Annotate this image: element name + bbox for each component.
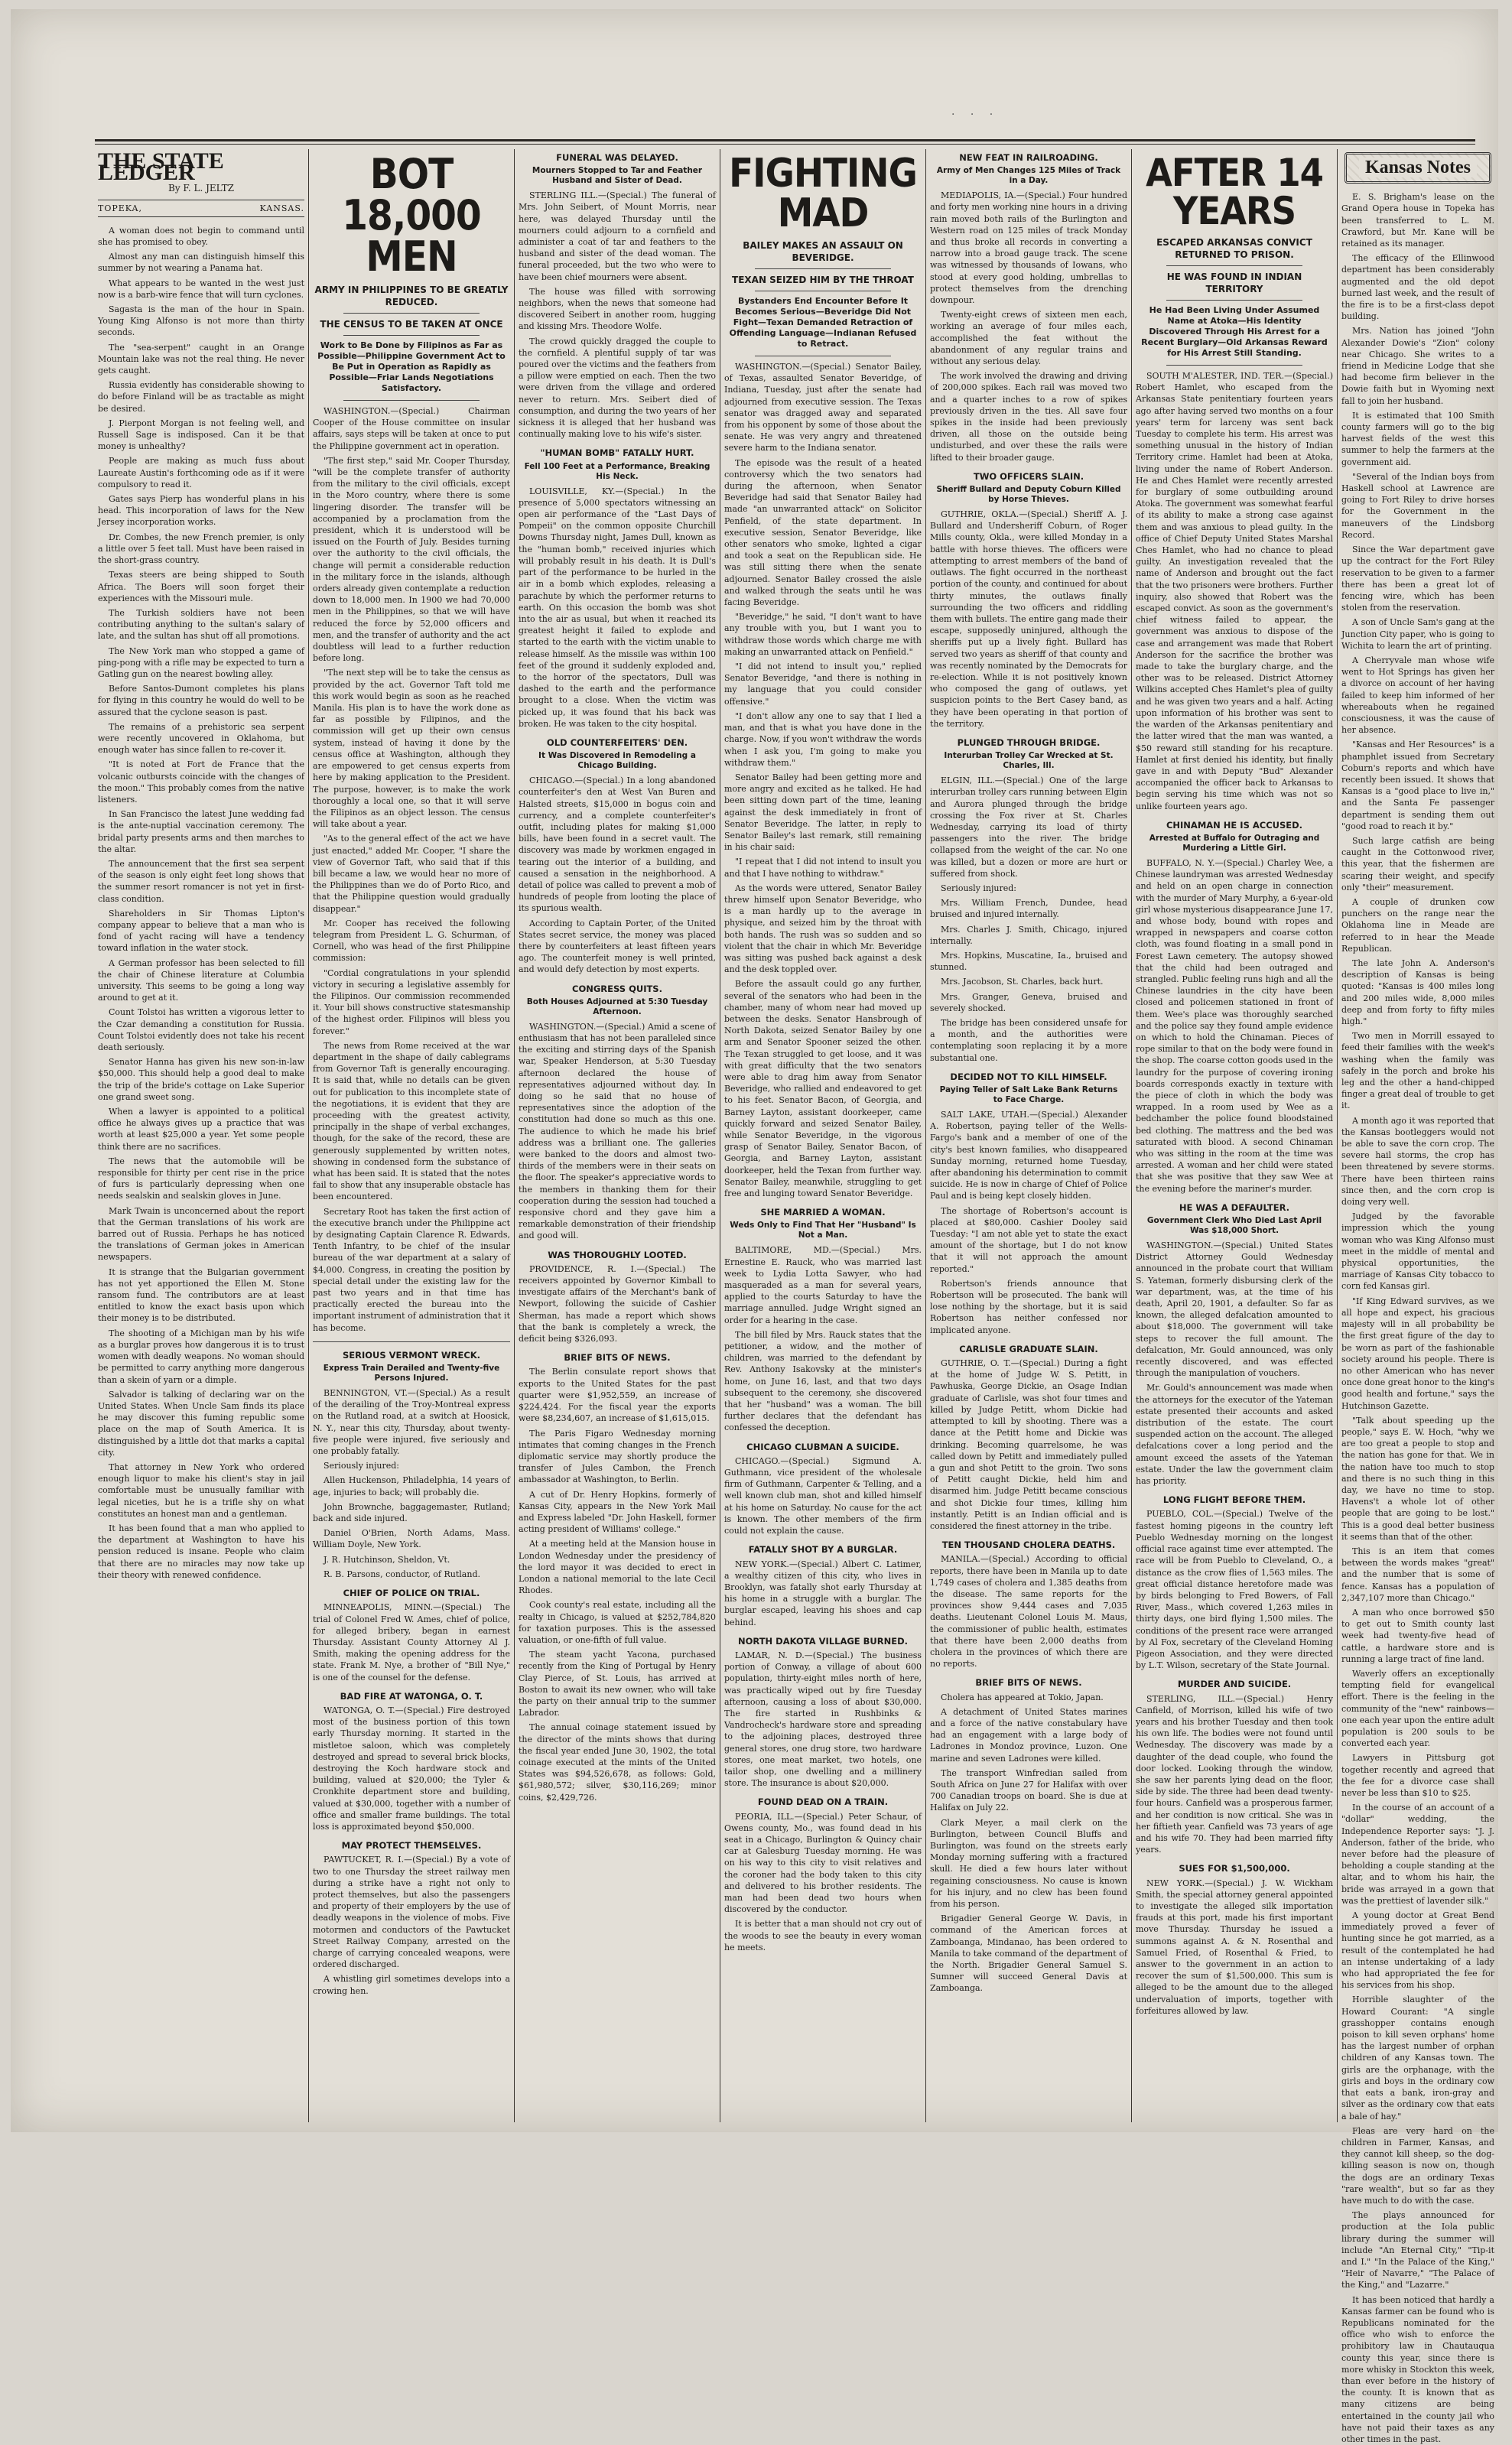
paragraph: As the words were uttered, Senator Bailey threw himself upon Senator Beveridge, who is a man hardly up to the average in physique, and seized him by the throat with both hands. The rush was so sudden and so violent that the chair in which Mr. Beveridge was sitting was pushed back against a desk and the desk toppled over.	[724, 883, 922, 975]
subdeck: He Had Been Living Under Assumed Name at Atoka—His Identity Discovered Through His Arrest for a Recent Burglary—Old Arkansas Reward for His Arrest Still Standing.	[1141, 305, 1328, 358]
paragraph: Two men in Morrill essayed to feed their families with the week's washing when the family was safely in the porch and broke his leg and the other a hand-chipped finger a great deal of trouble to get it.	[1341, 1031, 1494, 1111]
paragraph: A month ago it was reported that the Kansas bootleggers would not be able to save the corn crop. The severe hail storms, the crop has been threatened by severe storms. There have been thirteen rains since then, and the corn crop is doing very well.	[1341, 1115, 1494, 1208]
article-body	[930, 775, 1127, 1064]
paragraph: PEORIA, ILL.—(Special.) Peter Schaur, of Owens county, Mo., was found dead in his seat in a Chicago, Burlington & Quincy chair car at Galesburg Tuesday morning. He was on his way to this city to visit relatives and the coroner had the body taken to this city and delivered to his brother residents. The man had been dead two hours when discovered by the conductor.	[724, 1811, 922, 1915]
paragraph: Dr. Combes, the new French premier, is only a little over 5 feet tall. Must have been raised in the short-grass country.	[98, 532, 304, 566]
article-body	[1136, 1240, 1333, 1487]
section-heading: CONGRESS QUITS.	[572, 983, 662, 994]
paragraph: Robertson's friends announce that Robertson will be prosecuted. The bank will lose nothing by the shortage, but it is said Robertson has neither confessed nor implicated anyone.	[930, 1278, 1127, 1335]
paragraph: "If King Edward survives, as we all hope and expect, his gracious majesty will in all probability be the first great figure of the day to be worn as part of the fashionable society around his people. There is no other American who has never once done great honor to the king's good health and fortune," says the Hutchinson Gazette.	[1341, 1296, 1494, 1411]
paragraph: GUTHRIE, O. T.—(Special.) During a fight at the home of Judge W. S. Petitt, in Pawhuska, George Dickie, an Osage Indian graduate of Carlisle, was shot four times and killed by Judge Petitt, whom Dickie had attempted to kill by shooting. There was a dance at the Petitt home and Dickie was drinking. Becoming quarrelsome, he was called down by Petitt and immediately pulled a gun and shot Petitt to the groin. Two sons of Petitt caught Dickie, held him and disarmed him. Judge Petitt became conscious and shot Dickie four times, killing him instantly. Petitt is an Indian official and is considered the finest attorney in the tribe.	[930, 1358, 1127, 1531]
paragraph: R. B. Parsons, conductor, of Rutland.	[324, 1569, 480, 1579]
column-1	[98, 149, 304, 2130]
paragraph: "Kansas and Her Resources" is a phamphlet issued from Secretary Coburn's reports and which have recently been issued. It shows that Kansas is a "good place to live in," and the Santa Fe passenger department is sending them out "good road to reach it by."	[1341, 740, 1494, 831]
paragraph: "As to the general effect of the act we have just enacted," added Mr. Cooper, "I share the view of Governor Taft, who said that if this bill became a law, we would hear no more of the Philippines than we do of Porto Rico, and that the Philippine question would gradually disappear."	[313, 834, 510, 914]
article-body	[1136, 1878, 1333, 2017]
section-heading: BAD FIRE AT WATONGA, O. T.	[340, 1690, 483, 1702]
paragraph: The crowd quickly dragged the couple to the cornfield. A plentiful supply of tar was poured over the victims and the feathers from a pillow were emptied on each. Then the two were driven from the village and ordered never to return. Mrs. Seibert died of consumption, and during the two years of her sickness it is alleged that her husband was continually making love to his wife's sister.	[519, 336, 716, 440]
section-heading: TWO OFFICERS SLAIN.	[973, 470, 1084, 482]
paragraph: Mrs. Jacobson, St. Charles, back hurt.	[941, 977, 1104, 987]
section-heading: OLD COUNTERFEITERS' DEN.	[546, 736, 688, 748]
paragraph: CHICAGO.—(Special.) Sigmund A. Guthmann, vice president of the wholesale firm of Guthmann, Carpenter & Telling, and a well known club man, shot and killed himself at his home on Saturday. No cause for the act is known. The other members of the firm could not explain the cause.	[724, 1455, 922, 1536]
paragraph: Shareholders in Sir Thomas Lipton's company appear to believe that a man who is fond of yacht racing will have a tendency toward inflation in the water stock.	[98, 908, 304, 954]
paragraph: "I did not intend to insult you," replied Senator Beveridge, "and there is nothing in my language that you could consider offensive."	[724, 662, 922, 707]
paragraph: Clark Meyer, a mail clerk on the Burlington, between Council Bluffs and Burlington, was found on the streets early Monday morning suffering with a fractured skull. He died a few hours later without regaining consciousness. No cause is known for his injury, and no clew has been found from his person.	[930, 1817, 1127, 1910]
paragraph: "Talk about speeding up the people," says E. W. Hoch, "why we are too great a people to stop and the nation has gone for that. We in the nation have too much to stop and there is no such thing in this day, we have no time to stop. Havens't a whole lot of other people that are going to be lost." This is a good deal better business it seems than that of the other.	[1341, 1415, 1494, 1542]
headline: BOT 18,000 MEN	[342, 150, 481, 281]
section-heading: BRIEF BITS OF NEWS.	[564, 1352, 671, 1364]
paragraph: "Cordial congratulations in your splendid victory in securing a legislative assembly for the Filipinos. Our commission recommended it. Your bill shows constructive statesmanship of the highest order. Filipinos will bless you forever."	[313, 967, 510, 1036]
paragraph: PAWTUCKET, R. I.—(Special.) By a vote of two to one Thursday the street railway men during a strike have a right not only to protect themselves, but also the passengers and property of their employers by the use of deadly weapons in the violence of mobs. Five motormen and conductors of the Pawtucket Street Railway Company, arrested on the charge of carrying concealed weapons, were ordered discharged.	[313, 1855, 510, 1970]
paragraph: Almost any man can distinguish himself this summer by not wearing a Panama hat.	[98, 252, 304, 274]
deck: THE CENSUS TO BE TAKEN AT ONCE	[320, 319, 503, 330]
section-heading: "HUMAN BOMB" FATALLY HURT.	[540, 447, 694, 459]
article-body	[1136, 1693, 1333, 1856]
paragraph: "Several of the Indian boys from Haskell school at Lawrence are going to Fort Riley to drive horses for the Government in the maneuvers of the Lindsborg Record.	[1341, 471, 1494, 540]
paragraph: It is strange that the Bulgarian government has not yet apportioned the Ellen M. Stone ransom fund. The contributors are at least entitled to know the exact basis upon which their money is to be distributed.	[98, 1266, 304, 1324]
article-body	[519, 1366, 716, 1803]
divider	[1166, 300, 1302, 301]
section-heading: NORTH DAKOTA VILLAGE BURNED.	[737, 1635, 909, 1647]
paragraph: PROVIDENCE, R. I.—(Special.) The receivers appointed by Governor Kimball to investigate affairs of the Merchant's bank of Newport, following the suicide of Cashier Sherman, has made a report which shows that the bank is completely a wreck, the deficit being $326,093.	[519, 1263, 716, 1344]
paragraph: When a lawyer is appointed to a political office he always gives up a practice that was worth at least $25,000 a year. Yet some people think there are no sacrifices.	[98, 1107, 304, 1152]
newspaper-page	[11, 9, 1498, 2444]
article-body	[1136, 1508, 1333, 1671]
paragraph: In the course of an account of a "dollar" wedding, the Independence Reporter says: "J. J. Anderson, father of the bride, who never before had the pleasure of beholding a couple standing at the altar, and to whom his hair, the bride was arrayed in a gown that was the prettiest of lavender silk."	[1341, 1803, 1494, 1906]
article-body	[930, 190, 1127, 463]
paragraph: BALTIMORE, MD.—(Special.) Mrs. Ernestine E. Rauck, who was married last week to Lydia Lotta Sawyer, who had masqueraded as a man for several years, applied to the courts Saturday to have the marriage annulled. Judge Wright signed an order for a hearing in the case.	[724, 1245, 922, 1325]
section-subheading: Mourners Stopped to Tar and Feather Husband and Sister of Dead.	[532, 166, 703, 186]
subdeck: Bystanders End Encounter Before It Becomes Serious—Beveridge Did Not Fight—Texan Demanded Retraction of Offending Language—Indianan Refused to Retract.	[729, 296, 917, 349]
paragraph: Mrs. Charles J. Smith, Chicago, injured internally.	[930, 924, 1127, 946]
paragraph: MINNEAPOLIS, MINN.—(Special.) The trial of Colonel Fred W. Ames, chief of police, for alleged bribery, began in earnest Thursday. Assistant County Attorney Al J. Smith, making the opening address for the state. Frank M. Nye, a brother of "Bill Nye," is one of the counsel for the defense.	[313, 1602, 510, 1683]
paragraph: Fleas are very hard on the children in Farmer, Kansas, and they cannot kill sheep, so the dog-killing season is now on, though the dogs are an ordinary Texas "rare wealth", but so far as they have much to do with the case.	[1341, 2125, 1494, 2206]
paragraph: The late John A. Anderson's description of Kansas is being quoted: "Kansas is 400 miles long and 200 miles wide, 8,000 miles deep and from forty to fifty miles high."	[1341, 958, 1494, 1027]
section-heading: SERIOUS VERMONT WRECK.	[342, 1349, 481, 1361]
section-subheading: Fell 100 Feet at a Performance, Breaking His Neck.	[524, 461, 710, 481]
paragraph: A son of Uncle Sam's gang at the Junction City paper, who is going to Wichita to learn the art of printing.	[1341, 617, 1494, 651]
section-subheading: Both Houses Adjourned at 5:30 Tuesday Afternoon.	[526, 997, 708, 1016]
article-body	[313, 1854, 510, 1996]
section-subheading: Army of Men Changes 125 Miles of Track in a Day.	[936, 166, 1121, 186]
section-heading: DECIDED NOT TO KILL HIMSELF.	[950, 1071, 1107, 1082]
paragraph: What appears to be wanted in the west just now is a barb-wire fence that will turn cyclones.	[98, 278, 304, 300]
top-rule-thin	[95, 144, 1475, 145]
section-heading: HE WAS A DEFAULTER.	[1179, 1201, 1290, 1213]
section-heading: NEW FEAT IN RAILROADING.	[959, 152, 1098, 163]
paragraph: Sagasta is the man of the hour in Spain. Young King Alfonso is not more than thirty seconds.	[98, 304, 304, 338]
paragraph: MANILA.—(Special.) According to official reports, there have been in Manila up to date 1,749 cases of cholera and 1,385 deaths from the disease. The same reports for the provinces show 9,444 cases and 7,035 deaths. Lieutenant Colonel Louis M. Maus, the commissioner of public health, estimates that there have been 2,000 deaths from cholera in the provinces of which there are no reports.	[930, 1554, 1127, 1670]
paragraph: SOUTH M'ALESTER, IND. TER.—(Special.) Robert Hamlet, who escaped from the Arkansas State penitentiary fourteen years ago after having served two months on a four years' term for larceny was sent back Tuesday to complete his term. His arrest was something unusual in the history of Indian Territory crime. Hamlet had been at Atoka, living under the name of Robert Anderson. He and Ches Hamlet were recently arrested for burglary of some outbuilding around Atoka. The government was somewhat fearful of its ability to make a strong case against them and was anxious to plead guilty. In the office of Chief Deputy United States Marshal Ches Hamlet, who had no chance to plead guilty. An investigation revealed that the name of Anderson and brought out the fact that the two prisoners were brothers. Further inquiry, also showed that Robert was the escaped convict. As soon as the government's chief witness failed to appear, the government was anxious to dispose of the case and arrangement was made that Robert Anderson for the sacrifice the brother was made to take the burglary charge, and the other was to be released. District Attorney Wilkins accepted Ches Hamlet's plea of guilty and he was given two years and a half. Acting upon information of his brother was sent to the warden of the Arkansas penitentiary and the latter wired that the man was wanted, a $50 reward still standing for his recapture. Hamlet at first denied his identity, but finally gave in and with Deputy "Bud" Alexander accompanied the officer back to Arkansas to begin serving his time which was not so unlike fourteen years ago.	[1136, 371, 1333, 811]
article-body	[1136, 857, 1333, 1195]
paragraph: "I repeat that I did not intend to insult you and that I have nothing to withdraw."	[724, 857, 922, 879]
paragraph: Mr. Cooper has received the following telegram from President L. G. Schurman, of Cornell, who was head of the first Philippine commission:	[313, 918, 510, 964]
article-body	[313, 405, 510, 1334]
paragraph: E. S. Brigham's lease on the Grand Opera house in Topeka has been transferred to L. M. Crawford, but Mr. Kane will be retained as its manager.	[1341, 192, 1494, 249]
page-ornament: · · ·	[951, 109, 1000, 121]
section-heading: SHE MARRIED A WOMAN.	[760, 1207, 886, 1218]
paragraph: Salvador is talking of declaring war on the United States. When Uncle Sam finds its place he may discover this fuming republic some place on the map of South America. It is distinguished by a little dot that marks a capital city.	[98, 1389, 304, 1458]
top-rule	[95, 139, 1475, 141]
paragraph: Senator Hanna has given his new son-in-law $50,000. This should help a good deal to make the trip of the bride's cottage on Lake Superior one grand sweet song.	[98, 1057, 304, 1102]
paragraph: It has been noticed that hardly a Kansas farmer can be found who is Republicans nominated for the office who wish to enforce the prohibitory law in Chautauqua county this year, since there is more whisky in Stockton this week, than ever before in the history of the county. It is known that as many citizens are being entertained in the county jail who have not paid their taxes as any other times in the past.	[1341, 2294, 1494, 2444]
paragraph: The work involved the drawing and driving of 200,000 spikes. Each rail was moved two and a quarter inches to a row of spikes previously driven in the ties. All save four spikes in the inside had been previously driven, all those on the outside being undisturbed, and over these the rails were lifted to their broader gauge.	[930, 371, 1127, 463]
paragraph: Mrs. Hopkins, Muscatine, Ia., bruised and stunned.	[930, 950, 1127, 973]
paragraph: At a meeting held at the Mansion house in London Wednesday under the presidency of the lord mayor it was decided to erect in London a national memorial to the late Cecil Rhodes.	[519, 1539, 716, 1596]
paragraph: The news that the automobile will be responsible for thirty per cent rise in the price of furs is particularly depressing when one needs sealskin and sealskin gloves in June.	[98, 1156, 304, 1201]
article-body	[313, 1387, 510, 1580]
section-subheading: Government Clerk Who Died Last April Was $18,000 Short.	[1146, 1216, 1322, 1236]
paragraph: "It is noted at Fort de France that the volcanic outbursts coincide with the changes of the moon." This probably comes from the native listeners.	[98, 759, 304, 805]
paragraph: LOUISVILLE, KY.—(Special.) In the presence of 5,000 spectators witnessing an open air performance of the "Last Days of Pompeii" on the common opposite Churchill Downs Thursday night, James Dull, known as the "human bomb," received injuries which will probably result in his death. It is Dull's part of the performance to be hurled in the air in a bomb which explodes, releasing a parachute by which the performer returns to earth. On this occasion the bomb was shot into the air as usual, but when it reached its greatest height it failed to explode and started to the earth with the victim unable to release himself. As the missile was within 100 feet of the ground it suddenly exploded and, to the horror of the spectators, Dull was dashed to the earth and the performance brought to a close. When the victim was picked up, it was found that his back was broken. He was taken to the city hospital.	[519, 486, 716, 729]
paragraph: Mrs. Nation has joined "John Alexander Dowie's "Zion" colony near Chicago. She writes to a friend in Medicine Lodge that she had become firm believer in the Dowie faith but in Wyoming next fall to join her husband.	[1341, 326, 1494, 406]
paragraph: Waverly offers an exceptionally tempting field for evangelical effort. There is the feeling in the community of the "new" rainbows—one each year upon the entire adult population is 200 souls to be converted each year.	[1341, 1668, 1494, 1749]
column-rule	[308, 149, 309, 2122]
paragraph: MEDIAPOLIS, IA.—(Special.) Four hundred and forty men working nine hours in a driving rain moved both rails of the Burlington and Western road on 125 miles of track Monday and thus broke all records in converting a narrow into a broad gauge track. The scene was witnessed by thousands of Iowans, who stood at every good holding, umbrellas to protect themselves from the drenching downpour.	[930, 190, 1127, 306]
masthead-title: THE STATE LEDGER	[98, 148, 224, 186]
paragraph: John Brownche, baggagemaster, Rutland; back and side injured.	[313, 1501, 510, 1524]
paragraph: A cut of Dr. Henry Hopkins, formerly of Kansas City, appears in the New York Mail and Express labeled "Dr. John Haskell, former acting president of Williams' college."	[519, 1489, 716, 1535]
section-heading: PLUNGED THROUGH BRIDGE.	[957, 736, 1101, 748]
paragraph: STERLING, ILL.—(Special.) Henry Canfield, of Morrison, killed his wife of two years and his brother Tuesday and then took his own life. The bodies were not found until Wednesday. The discovery was made by a daughter of the dead couple, who found the door locked. Looking through the window, she saw her parents lying dead on the floor, side by side. The three had been dead twenty-four hours. Canfield was a prosperous farmer, and her condition is now critical. She was in her fiftieth year. Canfield was 73 years of age and his wife 70. They had been married fifty years.	[1136, 1693, 1333, 1855]
paragraph: Senator Bailey had been getting more and more angry and excited as he talked. He had been sitting down part of the time, leaning against the desk immediately in front of Senator Beveridge. The latter, in reply to Senator Bailey's last remark, still remaining in his chair said:	[724, 772, 922, 853]
paragraph: LAMAR, N. D.—(Special.) The business portion of Conway, a village of about 600 population, thirty-eight miles north of here, was practically wiped out by fire Tuesday afternoon, causing a loss of about $30,000. The fire started in Rushbinks & Vandrocheck's hardware store and spreading to the adjoining places, destroyed three general stores, one drug store, two hardware stores, one meat market, two hotels, one tailor shop, one dwelling and a millinery store. The insurance is about $20,000.	[724, 1650, 922, 1789]
paragraph: Lawyers in Pittsburg got together recently and agreed that the fee for a divorce case shall never be less than $10 to $25.	[1341, 1753, 1494, 1799]
paragraph: The plays announced for production at the Iola public library during the summer will include "An Eternal City," "Tip-it and I." "In the Palace of the King," "Heir of Navarre," "The Palace of the King," and "Lazarre."	[1341, 2210, 1494, 2291]
paragraph: The announcement that the first sea serpent of the season is only eight feet long shows that the summer resort romancer is not yet in first-class condition.	[98, 858, 304, 904]
paragraph: Allen Huckenson, Philadelphia, 14 years of age, injuries to back; will probably die.	[313, 1475, 510, 1497]
deck: BAILEY MAKES AN ASSAULT ON BEVERIDGE.	[743, 240, 903, 263]
section-subheading: Arrested at Buffalo for Outraging and Murdering a Little Girl.	[1149, 833, 1320, 853]
article-body	[519, 190, 716, 440]
paragraph: The steam yacht Yacona, purchased recently from the King of Portugal by Henry Clay Pierce, of St. Louis, has arrived at Boston to await its new owner, who will take the party on their annual trip to the summer Labrador.	[519, 1650, 716, 1718]
headline: FIGHTING MAD	[729, 151, 917, 236]
paragraph: A young doctor at Great Bend immediately proved a fever of hunting since he got married, as a result of the contemplated he had an intense undertaking of a lady who had appropriated the fee for his services from his shop.	[1341, 1910, 1494, 1991]
divider	[313, 1341, 510, 1342]
divider	[343, 400, 480, 401]
paragraph: Seriously injured:	[941, 883, 1017, 893]
section-subheading: Weds Only to Find That Her "Husband" Is Not a Man.	[730, 1221, 916, 1240]
paragraph: NEW YORK.—(Special.) J. W. Wickham Smith, the special attorney general appointed to investigate the alleged silk importation frauds at this port, made his first important move Thursday. Thursday he issued a summons against A. & N. Rosenthal and Samuel Fried, of Rosenthal & Fried, to answer to the government in an action to recover the sum of $1,500,000. This sum is alleged to be the amount due to the alleged undervaluation of imports, together with forfeitures allowed by law.	[1136, 1878, 1333, 2016]
subdeck: Work to Be Done by Filipinos as Far as Possible—Philippine Government Act to Be Put in Operation as Rapidly as Possible—Friar Lands Negotiations Satisfactory.	[317, 340, 506, 393]
paragraph: WASHINGTON.—(Special.) Amid a scene of enthusiasm that has not been paralleled since the exciting and stirring days of the Spanish war, Speaker Henderson, at 5:30 Tuesday afternoon declared the house of representatives adjourned without day. In doing so he said that no house of representatives since the adoption of the constitution had done so much as this one. The audience to which he made his brief address was a brilliant one. The galleries were banked to the doors and almost two-thirds of the members were in their seats on the floor. The speaker's appreciative words to the members in thanking them for their cooperation during the session had touched a responsive chord and they gave him a remarkable demonstration of their friendship and good will.	[519, 1021, 716, 1241]
paragraph: CHICAGO.—(Special.) In a long abandoned counterfeiter's den at West Van Buren and Halsted streets, $15,000 in bogus coin and currency, and a complete counterfeiter's outfit, including plates for making $1,000 bills, have been found in a secret vault. The discovery was made by workmen engaged in tearing out the interior of a building, and caused a sensation in the neighborhood. A detail of police was called to prevent a mob of hundreds of people from looting the place of its spurious wealth.	[519, 775, 716, 914]
paragraph: Judged by the favorable impression which the young woman who was King Alfonso must meet in the middle of mental and physical opportunities, the marriage of Kansas City tobacco to corn fed Kansas girl.	[1341, 1211, 1494, 1292]
divider	[1166, 265, 1302, 266]
headline: AFTER 14 YEARS	[1146, 151, 1323, 233]
paragraph: This is an item that comes between the words makes "great" and the number that is some of fence. Kansas has a population of 2,347,107 more than Chicago."	[1341, 1546, 1494, 1603]
paragraph: The Berlin consulate report shows that exports to the United States for the past quarter were $1,952,559, an increase of $224,424. For the fiscal year the exports were $8,234,607, an increase of $1,615,015.	[519, 1367, 716, 1424]
paragraph: That attorney in New York who ordered enough liquor to make his client's stay in jail comfortable must be unusually familiar with legal niceties, but he is a trifle shy on what constitutes an honest man and a gentleman.	[98, 1461, 304, 1519]
paragraph: A German professor has been selected to fill the chair of Chinese literature at Columbia university. This seems to be going a long way around to get at it.	[98, 958, 304, 1003]
section-heading: FATALLY SHOT BY A BURGLAR.	[748, 1544, 898, 1556]
paragraph: WASHINGTON.—(Special.) Chairman Cooper of the House committee on insular affairs, says steps will be taken at once to put the Philippine government act in operation.	[313, 406, 510, 451]
paragraph: The transport Winfredian sailed from South Africa on June 27 for Halifax with over 700 Canadian troops on board. She is due at Halifax on July 22.	[930, 1767, 1127, 1813]
article-body	[724, 1650, 922, 1789]
article-body	[724, 361, 922, 1199]
paragraph: People are making as much fuss about Laureate Austin's forthcoming ode as if it were compulsory to read it.	[98, 456, 304, 489]
paragraph: The Turkish soldiers have not been contributing anything to the sultan's salary of late, and the sultan has shut off all promotions.	[98, 607, 304, 642]
column-rule	[925, 149, 926, 2122]
divider	[343, 313, 480, 314]
column-7	[1341, 149, 1494, 2444]
paragraph: "I don't allow any one to say that I lied a man, and that is what you have done in the charge. Now, if you won't withdraw the words when I ask you, I'm going to make you withdraw them."	[724, 710, 922, 768]
column-rule	[514, 149, 515, 2122]
paragraph: NEW YORK.—(Special.) Albert C. Latimer, a wealthy citizen of this city, who lives in Brooklyn, was fatally shot early Thursday at his home in a struggle with a burglar. The burglar escaped, leaving his shoes and cap behind.	[724, 1559, 922, 1627]
paragraph: Mr. Gould's announcement was made when the attorneys for the executor of the Yateman estate presented their accounts and asked distribution of the estate. The court suspended action on the account. The alleged defalcations cover a long period and the amount exceed the assets of the Yateman estate. Under the law the government claim has priority.	[1136, 1383, 1333, 1487]
masthead-state: KANSAS.	[259, 203, 304, 213]
column-rule	[1337, 149, 1338, 2122]
article-body	[519, 1021, 716, 1242]
section-heading: CHINAMAN HE IS ACCUSED.	[1166, 819, 1303, 831]
masthead-city: TOPEKA,	[98, 203, 142, 213]
article-body	[724, 1455, 922, 1536]
paragraph: GUTHRIE, OKLA.—(Special.) Sheriff A. J. Bullard and Undersheriff Coburn, of Roger Mills county, Okla., were killed Monday in a battle with horse thieves. The officers were attempting to arrest members of the band of outlaws. The fight occurred in the northeast portion of the county, and continued for about thirty minutes, the outlaws finally surrounding the two officers and riddling them with bullets. The entire gang made their escape, supposedly uninjured, although the sheriffs put up a lively fight. Bullard has served two years as sheriff of that county and was recently nominated by the Democrats for re-election. While it is not positively known who composed the gang of outlaws, yet suspicion points to the Bert Casey band, as they have been operating in that portion of the territory.	[930, 509, 1127, 729]
paragraph: Mrs. Granger, Geneva, bruised and severely shocked.	[930, 991, 1127, 1013]
section-heading: SUES FOR $1,500,000.	[1179, 1863, 1290, 1874]
paragraph: WASHINGTON.—(Special.) Senator Bailey, of Texas, assaulted Senator Beveridge, of Indiana, Tuesday, just after the senate had adjourned from executive session. The Texas senator was dragged away and separated from his opponent by some of those about the senate. He was very angry and threatened severe harm to the Indiana senator.	[724, 362, 922, 454]
section-heading: CHICAGO CLUBMAN A SUICIDE.	[746, 1441, 899, 1452]
paragraph: A couple of drunken cow punchers on the range near the Oklahoma line in Meade are referred to in hear the Meade Republican.	[1341, 896, 1494, 954]
section-heading: BRIEF BITS OF NEWS.	[975, 1677, 1082, 1689]
paragraph: In San Francisco the latest June wedding fad is the ante-nuptial vaccination ceremony. The bridal party presents arms and then marches to the altar.	[98, 809, 304, 854]
article-body	[519, 1263, 716, 1344]
divider	[343, 335, 480, 336]
paragraph: BENNINGTON, VT.—(Special.) As a result of the derailing of the Troy-Montreal express on the Rutland road, at a switch at Hoosick, N. Y., near this city, Thursday, about twenty-five people were injured, five seriously and one probably fatally.	[313, 1388, 510, 1457]
section-subheading: Express Train Derailed and Twenty-five Persons Injured.	[323, 1364, 500, 1383]
article-body	[519, 775, 716, 975]
article-body	[930, 1357, 1127, 1532]
article-body	[724, 1559, 922, 1628]
article-body	[930, 1553, 1127, 1670]
paragraph: Horrible slaughter of the Howard Courant: "A single grasshopper contains enough poison to kill seven orphans' home has the largest number of orphan children of any Kansas town. The girls are the orphanage, with the girls and boys in the ordinary cow that eats a bank, iron-gray and silver as the ordinary cow that eats a bale of hay."	[1341, 1995, 1494, 2121]
paragraph: Daniel O'Brien, North Adams, Mass. William Doyle, New York.	[313, 1528, 510, 1550]
section-heading: CARLISLE GRADUATE SLAIN.	[959, 1343, 1098, 1354]
paragraph: A whistling girl sometimes develops into a crowing hen.	[313, 1974, 510, 1996]
column-rule	[1131, 149, 1132, 2122]
paragraph: SALT LAKE, UTAH.—(Special.) Alexander A. Robertson, paying teller of the Wells-Fargo's bank and a member of one of the city's best known families, who disappeared Sunday morning, returned home Tuesday, after abandoning his determination to commit suicide. He is now in charge of Chief of Police Paul and is being kept closely hidden.	[930, 1110, 1127, 1201]
deck: ESCAPED ARKANSAS CONVICT RETURNED TO PRISON.	[1156, 237, 1312, 260]
paragraph: PUEBLO, COL.—(Special.) Twelve of the fastest homing pigeons in the country left Pueblo Wednesday morning on the longest official race against time ever attempted. The race will be from Pueblo to Cleveland, O., a distance as the crow flies of 1,563 miles. The great official distance heretofore made was by birds belonging to Fred Bowers, of Fall River, Mass., which covered 1,263 miles in thirty days, one bird flying 1,500 miles. The conditions of the present race were arranged by Al Fox, secretary of the Cleveland Homing Pigeon Association, and they were directed by L.T. Wilson, secretary of the State Journal.	[1136, 1509, 1333, 1671]
paragraph: A man who once borrowed $50 to get out to Smith county last week had twenty-five head of cattle, a hardware store and is running a large tract of fine land.	[1341, 1607, 1494, 1664]
section-heading: FUNERAL WAS DELAYED.	[556, 152, 678, 163]
article-body	[519, 486, 716, 730]
section-heading: MURDER AND SUICIDE.	[1177, 1679, 1292, 1690]
paragraph: "Beveridge," he said, "I don't want to have any trouble with you, but I want you to withdraw those words which charge me with making an unwarranted attack on Penfield."	[724, 612, 922, 657]
kansas-notes-title: Kansas Notes	[1359, 158, 1477, 177]
paragraph: The house was filled with sorrowing neighbors, when the news that someone had discovered Seibert in another room, hugging and kissing Mrs. Theodore Wolfe.	[519, 286, 716, 332]
paragraph: The New York man who stopped a game of ping-pong with a rifle may be expected to turn a Gatling gun on the nearest bowling alley.	[98, 645, 304, 679]
section-heading: TEN THOUSAND CHOLERA DEATHS.	[941, 1540, 1116, 1551]
section-subheading: Paying Teller of Salt Lake Bank Returns to Face Charge.	[939, 1085, 1118, 1105]
section-heading: MAY PROTECT THEMSELVES.	[341, 1840, 482, 1852]
section-subheading: Sheriff Bullard and Deputy Coburn Killed by Horse Thieves.	[936, 485, 1121, 505]
paragraph: Seriously injured:	[324, 1461, 400, 1471]
paragraph: The Paris Figaro Wednesday morning intimates that coming changes in the French diplomatic service may shortly produce the transfer of Jules Cambon, the French ambassador at Washington, to Berlin.	[519, 1428, 716, 1485]
paragraph: The episode was the result of a heated controversy which the two senators had during the afternoon, when Senator Beveridge had said that Senator Bailey had made "an unwarranted attack" on Solicitor Penfield, of the state department. In executive session, Senator Beveridge, like other senators who smoke, lighted a cigar and took a seat on the Republican side. He was still sitting there when the senate adjourned. Senator Bailey crossed the aisle and walked through the seats until he was facing Beveridge.	[724, 457, 922, 608]
article-body	[1136, 370, 1333, 812]
col1-paragraphs	[98, 225, 304, 1581]
paragraph: The bill filed by Mrs. Rauck states that the petitioner, a widow, and the mother of children, was married to the defendant by Rev. Anthony Isakovsky at the minister's home, on June 16, last, and that two days subsequent to the ceremony, she discovered that her "husband" was a woman. The bill further declares that the defendant has confessed the deception.	[724, 1329, 922, 1433]
masthead-dateline	[98, 200, 304, 217]
paragraph: The shortage of Robertson's account is placed at $80,000. Cashier Dooley said Tuesday: "I am not able yet to state the exact amount of the shortage, but I do not know that it will not approach the amount reported."	[930, 1205, 1127, 1274]
article-body	[313, 1705, 510, 1832]
paragraph: J. R. Hutchinson, Sheldon, Vt.	[324, 1554, 450, 1565]
deck: ARMY IN PHILIPPINES TO BE GREATLY REDUCED.	[314, 284, 509, 307]
divider	[1166, 365, 1302, 366]
paragraph: It has been found that a man who applied to the department at Washington to have his pension reduced is insane. People who claim that there are no miracles may now take up their theory with renewed confidence.	[98, 1523, 304, 1580]
column-6	[1136, 149, 1333, 2130]
article-body	[930, 509, 1127, 730]
paragraph: Russia evidently has considerable showing to do before Finland will be as tractable as might be desired.	[98, 380, 304, 414]
masthead-byline: By F. L. JELTZ	[168, 183, 234, 194]
article-body	[724, 1244, 922, 1433]
article-body	[930, 1109, 1127, 1336]
paragraph: Texas steers are being shipped to South Africa. The Boers will soon forget their experiences with the Missouri mule.	[98, 570, 304, 603]
paragraph: Twenty-eight crews of sixteen men each, working an average of four miles each, accomplished the feat without the abandonment of any regular trains and without any serious delay.	[930, 310, 1127, 367]
paragraph: The remains of a prehistoric sea serpent were recently uncovered in Oklahoma, but enough water has since fallen to re-cover it.	[98, 721, 304, 756]
paragraph: Brigadier General George W. Davis, in command of the American forces at Zamboanga, Mindanao, has been ordered to Manila to take command of the department of the North. Brigadier General Samuel S. Sumner will succeed General Davis at Zamboanga.	[930, 1913, 1127, 1994]
article-body	[1341, 191, 1494, 2445]
paragraph: ELGIN, ILL.—(Special.) One of the large interurban trolley cars running between Elgin and Aurora plunged through the bridge crossing the Fox river at St. Charles Wednesday, carrying its load of thirty passengers into the river. The bridge collapsed from the weight of the car. No one was killed, but a dozen or more are hurt or suffered from shock.	[930, 775, 1127, 879]
paragraph: A woman does not begin to command until she has promised to obey.	[98, 225, 304, 248]
paragraph: The efficacy of the Ellinwood department has been considerably augmented and the old depot burned last week, and the result of the fire is to be a first-class depot building.	[1341, 253, 1494, 322]
paragraph: Cholera has appeared at Tokio, Japan.	[941, 1692, 1104, 1702]
paragraph: Such large catfish are being caught in the Cottonwood river, this year, that the fishermen are scaring their weight, and specify only "their" measurement.	[1341, 835, 1494, 892]
paragraph: Mark Twain is unconcerned about the report that the German translations of his work are barred out of Russia. Perhaps he has noticed the translations of German jokes in American newspapers.	[98, 1205, 304, 1263]
article-body	[724, 1811, 922, 1953]
paragraph: Cook county's real estate, including all the realty in Chicago, is valued at $252,784,820 for taxation purposes. This is the assessed valuation, or one-fifth of full value.	[519, 1600, 716, 1645]
section-heading: LONG FLIGHT BEFORE THEM.	[1162, 1494, 1306, 1506]
paragraph: According to Captain Porter, of the United States secret service, the money was placed there by counterfeiters at least fifteen years ago. The counterfeit money is well printed, and would defy detection by most experts.	[519, 918, 716, 975]
paragraph: STERLING ILL.—(Special.) The funeral of Mrs. John Seibert, of Mount Morris, near here, was delayed Thursday until the mourners could adjourn to a cornfield and administer a coat of tar and feathers to the husband and sister of the dead woman. The funeral proceeded, but the two who were to have been chief mourners were absent.	[519, 190, 716, 282]
section-heading: CHIEF OF POLICE ON TRIAL.	[343, 1588, 480, 1599]
divider	[755, 268, 891, 269]
paragraph: BUFFALO, N. Y.—(Special.) Charley Wee, a Chinese laundryman was arrested Wednesday and held on an open charge in connection with the murder of Mary Murphy, a 6-year-old girl whose mysterious disappearance June 17, and whose body, bound with ropes and wrapped in newspapers and coarse cotton cloth, was found floating in a small pond in Forest Lawn cemetery. The autopsy showed that the child had been outraged and strangled. Public feeling runs high and all the Chinese laundries in the city have been closed and policemen stationed in front of them. Wee's place was thoroughly searched and the police say they found ample evidence on which to hold the Chinaman. Pieces of rope similar to that on the body were found in the shop. The coarse cotton goods used in the laundry for the purpose of covering ironing boards corresponds exactly in texture with the piece of cloth in which the body was wrapped. In a room used by Wee as a bedchamber the police found bloodstained bed clothing. The mattress and the bed was saturated with blood. A second Chinaman who was sitting in the room at the time was arrested. A woman and her child were stated that she was positive that they saw Wee at the evening before the mariner's murder.	[1136, 857, 1333, 1194]
paragraph: The news from Rome received at the war department in the shape of daily cablegrams from Governor Taft is generally encouraging. It is said that, while no details can be given out for publication to this incomplete state of the negotiations, it is evident that they are proceeding with the greatest activity, principally in the shape of verbal exchanges, though, for the sake of the record, these are generously supplemented by written notes, showing in condensed form the substance of what has been said. It is stated that the notes fail to show that any insuperable obstacle has been encountered.	[313, 1040, 510, 1202]
article-body	[313, 1601, 510, 1683]
paragraph: It is better that a man should not cry out of the woods to see the beauty in every woman he meets.	[724, 1919, 922, 1952]
paragraph: The shooting of a Michigan man by his wife as a burglar proves how dangerous it is to trust women with deadly weapons. No woman should be permitted to carry anything more dangerous than a skein of yarn or a dimple.	[98, 1328, 304, 1385]
deck: TEXAN SEIZED HIM BY THE THROAT	[732, 275, 914, 285]
paragraph: J. Pierpont Morgan is not feeling well, and Russell Sage is indisposed. Can it be that money is unhealthy?	[98, 418, 304, 452]
column-2	[313, 149, 510, 2130]
deck: HE WAS FOUND IN INDIAN TERRITORY	[1166, 271, 1302, 294]
paragraph: Mrs. William French, Dundee, head bruised and injured internally.	[930, 898, 1127, 920]
paragraph: A detachment of United States marines and a force of the native constabulary have had an engagement with a large body of Ladrones in Mondoz province, Luzon. One marine and seven Ladrones were killed.	[930, 1706, 1127, 1764]
paragraph: Gates says Pierp has wonderful plans in his head. This incorporation of laws for the New Jersey incorporation works.	[98, 494, 304, 528]
section-subheading: Interurban Trolley Car Wrecked at St. Charles, Ill.	[944, 751, 1114, 771]
paragraph: "The next step will be to take the census as provided by the act. Governor Taft told me this work would begin as soon as he reached Manila. His plan is to have the work done as far as possible by Filipinos, and the commission will get up their own census system, instead of having it done by the census office at Washington, although they are empowered to get census experts from here by making application to the President. The purpose, however, is to make the work thoroughly a local one, so that it will serve the Filipinos as an object lesson. The census will take about a year.	[313, 668, 510, 830]
paragraph: Since the War department gave up the contract for the Fort Riley reservation to be given to a farmer there has been a great lot of fencing wire, which has been stolen from the reservation.	[1341, 545, 1494, 613]
paragraph: Before the assault could go any further, several of the senators who had been in the chamber, many of whom near had moved up between the desks. Senator Hansbrough of North Dakota, seized Senator Bailey by one arm and Senator Spooner seized the other. The Texan struggled to get loose, and it was with great difficulty that the two senators were able to drag him away from Senator Beveridge, who rallied and endeavored to get to his feet. Senator Bacon, of Georgia, and Barney Layton, assistant doorkeeper, came quickly forward and seized Senator Bailey, while Senator Beveridge, in the vigorous grasp of Senator Bailey, Senator Bacon, of Georgia, and Barney Layton, assistant doorkeeper, held the Texan from further way. Senator Bailey, meanwhile, struggling to get free and lunging toward Senator Beveridge.	[724, 979, 922, 1199]
kansas-notes-box	[1345, 152, 1491, 184]
section-subheading: It Was Discovered in Remodeling a Chicago Building.	[538, 751, 696, 771]
paragraph: A Cherryvale man whose wife went to Hot Springs has given her a divorce on account of her having failed to keep him informed of her whereabouts when he regained consciousness, it was the cause of her absence.	[1341, 655, 1494, 736]
column-3	[519, 149, 716, 2130]
article-body	[930, 1692, 1127, 1995]
column-4	[724, 149, 922, 2130]
paragraph: WASHINGTON.—(Special.) United States District Attorney Gould Wednesday announced in the probate court that William S. Yateman, formerly disbursing clerk of the war department, was, at the time of his death, April 20, 1901, a defaulter. So far as known, the alleged defalcation amounted to about $18,000. The government will take steps to recover the full amount. The defalcation, Mr. Gould announced, was only recently discovered, and was effected through the manipulation of vouchers.	[1136, 1240, 1333, 1379]
paragraph: "The first step," said Mr. Cooper Thursday, "will be the complete transfer of authority from the military to the civil officials, except in the Moro country, where there is some lingering disorder. The transfer will be accompanied by a proclamation from the president, which it is understood will be issued on the Fourth of July. Besides turning over the authority to the civil officials, the change will permit a considerable reduction in the military force in the islands, although orders already given contemplate a reduction down to 18,000 men. In 1900 we had 70,000 men in the Philippines, so that we will have reduced the force by 52,000 officers and men, and the transfer of authority and the act doubtless will lead to a further reduction before long.	[313, 455, 510, 664]
paragraph: WATONGA, O. T.—(Special.) Fire destroyed most of the business portion of this town early Thursday morning. It started in the mistletoe saloon, which was completely destroyed and spread to several brick blocks, destroying the Koch hardware stock and building, valued at $20,000; the Tyler & Cronkhite department store and building, valued at $30,000, together with a number of office and smaller frame buildings. The total loss is approximated beyond $50,000.	[313, 1705, 510, 1832]
paragraph: Count Tolstoi has written a vigorous letter to the Czar demanding a constitution for Russia. Count Tolstoi evidently does not take his recent death seriously.	[98, 1007, 304, 1053]
paragraph: The bridge has been considered unsafe for a month, and the authorities were contemplating soon replacing it by a more substantial one.	[930, 1018, 1127, 1063]
paragraph: Secretary Root has taken the first action of the executive branch under the Philippine act by designating Captain Clarence R. Edwards, Tenth Infantry, to be chief of the insular bureau of the war department at a salary of $4,000. Congress, in creating the position by special detail under the existing law for the past two years and in that time has practically erected the bureau into the important instrument of administration that it has become.	[313, 1206, 510, 1333]
paragraph: Before Santos-Dumont completes his plans for flying in this country he would do well to be assured that the cyclone season is past.	[98, 684, 304, 717]
paragraph: The "sea-serpent" caught in an Orange Mountain lake was not the real thing. He never gets caught.	[98, 342, 304, 376]
paragraph: It is estimated that 100 Smith county farmers will go to the big harvest fields of the west this summer to help the farmers at the government aid.	[1341, 410, 1494, 467]
column-5	[930, 149, 1127, 2130]
paragraph: The annual coinage statement issued by the director of the mints shows that during the fiscal year ended June 30, 1902, the total coinage executed at the mints of the United States was $94,526,678, as follows: Gold, $61,980,572; silver, $30,116,269; minor coins, $2,429,726.	[519, 1722, 716, 1803]
section-heading: FOUND DEAD ON A TRAIN.	[757, 1796, 889, 1808]
section-heading: WAS THOROUGHLY LOOTED.	[548, 1249, 687, 1260]
